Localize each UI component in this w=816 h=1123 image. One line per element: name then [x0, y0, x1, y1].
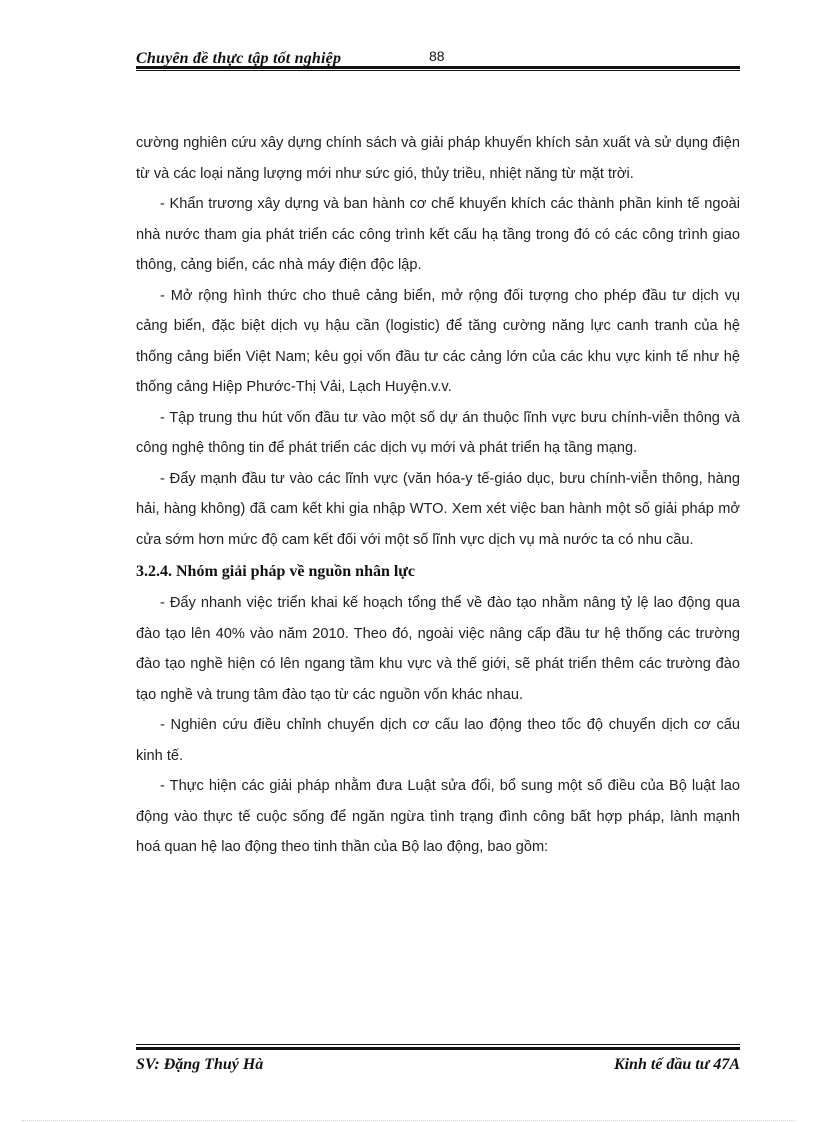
header-title: Chuyên đề thực tập tốt nghiệp	[136, 50, 342, 67]
paragraph-2: - Khẩn trương xây dựng và ban hành cơ chế khuyến khích các thành phần kinh tế ngoài nhà nước tham gia phát triển các công trình kết cấu hạ tầng trong đó có các công trình giao thông, cảng biển, các nhà máy điện độc lập.	[136, 196, 740, 273]
header-rule-thin	[136, 70, 740, 71]
paragraph-7: - Nghiên cứu điều chỉnh chuyển dịch cơ cấu lao động theo tốc độ chuyển dịch cơ cấu kinh tế.	[136, 717, 740, 764]
section-heading: 3.2.4. Nhóm giải pháp về nguồn nhân lực	[136, 563, 416, 580]
header-page-number: 88	[429, 48, 445, 64]
page-footer	[136, 1044, 740, 1080]
page-bottom-divider	[22, 1120, 794, 1121]
paragraph-4: - Tập trung thu hút vốn đầu tư vào một số dự án thuộc lĩnh vực bưu chính-viễn thông và công nghệ thông tin để phát triển các dịch vụ mới và phát triển hạ tầng mạng.	[136, 409, 740, 456]
footer-course: Kinh tế đầu tư 47A	[613, 1056, 740, 1073]
page-header	[136, 48, 740, 72]
paragraph-8: - Thực hiện các giải pháp nhằm đưa Luật sửa đổi, bổ sung một số điều của Bộ luật lao động vào thực tế cuộc sống để ngăn ngừa tình trạng đình công bất hợp pháp, lành mạnh hoá quan hệ lao động theo tinh thần của Bộ lao động, bao gồm:	[136, 778, 740, 855]
paragraph-1: cường nghiên cứu xây dựng chính sách và giải pháp khuyến khích sản xuất và sử dụng điện từ và các loại năng lượng mới như sức gió, thủy triều, nhiệt năng từ mặt trời.	[136, 135, 740, 182]
footer-rule-thick	[136, 1047, 740, 1050]
body-text	[136, 128, 740, 863]
paragraph-6: - Đẩy nhanh việc triển khai kế hoạch tổng thể về đào tạo nhằm nâng tỷ lệ lao động qua đào tạo lên 40% vào năm 2010. Theo đó, ngoài việc nâng cấp đầu tư hệ thống các trường đào tạo nghề hiện có lên ngang tầm khu vực và thế giới, sẽ phát triển thêm các trường đào tạo nghề và trung tâm đào tạo từ các nguồn vốn khác nhau.	[136, 595, 740, 703]
paragraph-5: - Đẩy mạnh đầu tư vào các lĩnh vực (văn hóa-y tế-giáo dục, bưu chính-viễn thông, hàng hải, hàng không) đã cam kết khi gia nhập WTO. Xem xét việc ban hành một số giải pháp mở cửa sớm hơn mức độ cam kết đối với một số lĩnh vực dịch vụ mà nước ta có nhu cầu.	[136, 470, 740, 548]
paragraph-3: - Mở rộng hình thức cho thuê cảng biển, mở rộng đối tượng cho phép đầu tư dịch vụ cảng biển, đặc biệt dịch vụ hậu cần (logistic) để tăng cường năng lực canh tranh của hệ thống cảng biển Việt Nam; kêu gọi vốn đầu tư các cảng lớn của các khu vực kinh tế như hệ thống cảng Hiệp Phước-Thị Vải, Lạch Huyện.v.v.	[136, 287, 740, 395]
header-rule-thick	[136, 66, 740, 69]
footer-author: SV: Đặng Thuý Hà	[136, 1056, 264, 1073]
footer-rule-thin	[136, 1044, 740, 1045]
